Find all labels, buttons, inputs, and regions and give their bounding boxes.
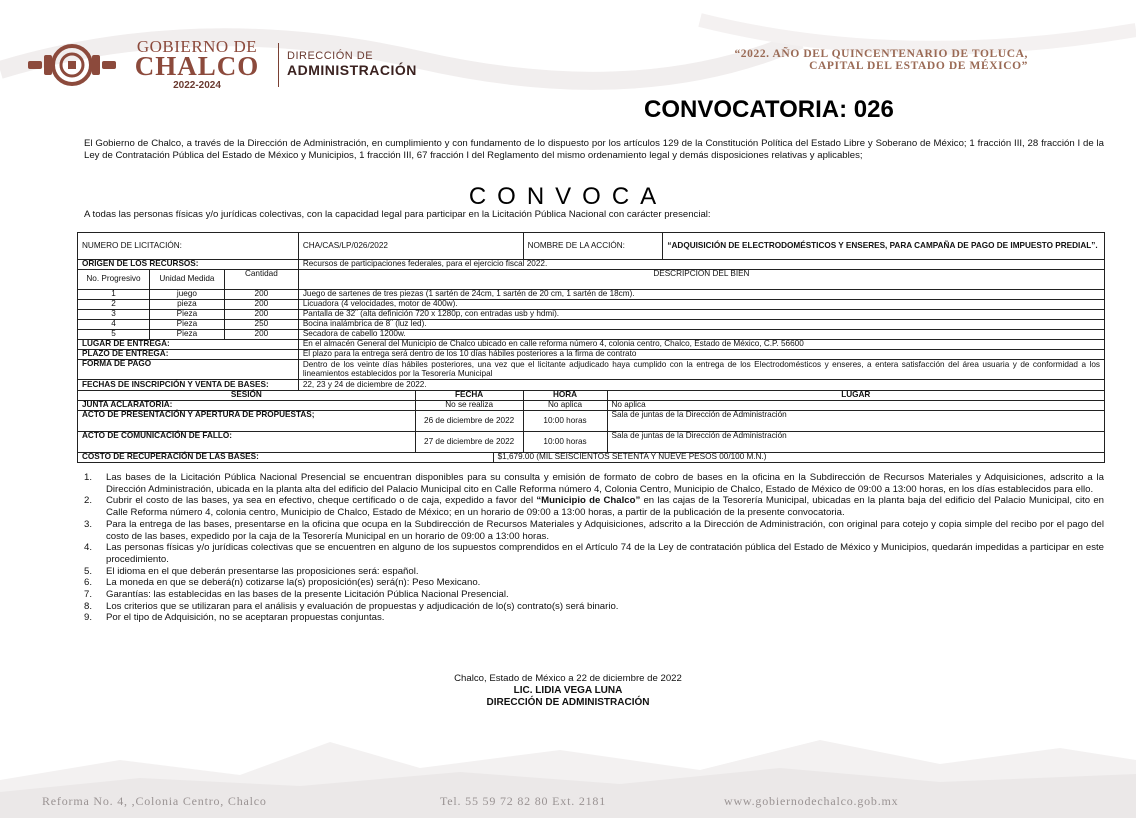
session-row: [78, 411, 1105, 432]
government-logo: [26, 38, 417, 91]
plazo-value: El plazo para la entrega será dentro de los 10 días hábiles posteriores a la firma de contrato: [298, 350, 1104, 360]
rule-number: 7.: [84, 589, 93, 601]
item-cantidad: 200: [224, 290, 298, 300]
session-header-row: [78, 391, 1105, 401]
footer-address: Reforma No. 4, ,Colonia Centro, Chalco: [42, 794, 267, 808]
item-unidad: pieza: [149, 300, 224, 310]
department-name: [287, 51, 417, 77]
list-item: [84, 612, 1104, 624]
signature-dept: DIRECCIÓN DE ADMINISTRACIÓN: [486, 696, 650, 708]
item-desc: Secadora de cabello 1200w.: [298, 330, 1104, 340]
list-item: [84, 495, 1104, 518]
gov-line1: GOBIERNO DE: [136, 37, 258, 56]
rule-text: La moneda en que se deberá(n) cotizarse la(s) proposición(es) será(n): Peso Mexicano.: [106, 577, 481, 589]
invite-paragraph: A todas las personas físicas y/o jurídicas colectivas, con la capacidad legal para participar en la Licitación Pública Nacional con carácter presencial:: [84, 209, 711, 220]
item-unidad: Pieza: [149, 310, 224, 320]
accion-value: “ADQUISICIÓN DE ELECTRODOMÉSTICOS Y ENSERES, PARA CAMPAÑA DE PAGO DE IMPUESTO PREDIAL”.: [663, 233, 1105, 260]
table-header-row: [78, 270, 1105, 290]
rule-number: 5.: [84, 565, 93, 577]
session-row: [78, 401, 1105, 411]
item-desc: Licuadora (4 velocidades, motor de 400w).: [298, 300, 1104, 310]
motto-line1: “2022. AÑO DEL QUINCENTENARIO DE TOLUCA,: [734, 48, 1028, 60]
rule-text: Las personas físicas y/o jurídicas colectivas que se encuentren en alguno de los supuestos comprendidos en el Artículo 74 de la Ley de contratación pública del Estado de México y Municipios, quedarán impedidas a participar en este procedimiento.: [106, 542, 1104, 565]
gov-line2: CHALCO: [134, 51, 260, 81]
rule-text-bold: “Municipio de Chalco”: [536, 495, 641, 507]
dir-line1: DIRECCIÓN DE: [287, 50, 374, 63]
session-hora: 10:00 horas: [523, 411, 607, 432]
signature-place-date: Chalco, Estado de México a 22 de diciembre de 2022: [454, 673, 682, 684]
session-lugar: No aplica: [607, 401, 1105, 411]
session-name: JUNTA ACLARATORIA:: [78, 401, 416, 411]
table-row: [78, 290, 1105, 300]
footer-website: www.gobiernodechalco.gob.mx: [724, 794, 899, 808]
item-unidad: juego: [149, 290, 224, 300]
rule-text-pre: Cubrir el costo de las bases, ya sea en efectivo, cheque certificado o de caja, expedido a favor del: [106, 495, 537, 507]
signature-block: [0, 673, 1136, 709]
table-row: [78, 350, 1105, 360]
rule-number: 9.: [84, 612, 93, 624]
rule-text: Garantías: las establecidas en las bases de la presente Licitación Pública Nacional Presencial.: [106, 589, 509, 601]
item-unidad: Pieza: [149, 320, 224, 330]
item-no: 4: [78, 320, 150, 330]
table-row: [78, 310, 1105, 320]
rule-text: [106, 495, 1104, 518]
list-item: [84, 542, 1104, 565]
table-row: [78, 330, 1105, 340]
list-item: [84, 601, 1104, 613]
item-desc: Pantalla de 32¨ (alta definición 720 x 1280p, con entradas usb y hdmi).: [298, 310, 1104, 320]
table-row: [78, 360, 1105, 380]
table-row: [78, 260, 1105, 270]
session-fecha: 27 de diciembre de 2022: [415, 432, 523, 453]
rule-number: 1.: [84, 472, 93, 483]
lugar-header: LUGAR: [607, 391, 1105, 401]
rule-text: Para la entrega de las bases, presentarse en la oficina que ocupa en la Subdirección de Recursos Materiales y Adquisiciones, adscrito a la Dirección de Administración, con original para cotejo y copia simple del recibo por el pago del costo de las bases, expedido por la caja de la Tesorería Municipal en un horario de 09:00 a 13:00 horas.: [106, 518, 1104, 542]
signature-name: LIC. LIDIA VEGA LUNA: [513, 684, 623, 696]
convoca-heading: CONVOCA: [468, 183, 668, 210]
list-item: [84, 589, 1104, 601]
rule-number: 4.: [84, 542, 93, 554]
item-desc: Juego de sartenes de tres piezas (1 sartén de 24cm, 1 sartén de 20 cm, 1 sartén de 18cm).: [298, 290, 1104, 300]
session-name: ACTO DE PRESENTACIÓN Y APERTURA DE PROPUESTAS;: [78, 411, 416, 432]
session-lugar: Sala de juntas de la Dirección de Administración: [607, 411, 1105, 432]
item-cantidad: 200: [224, 310, 298, 320]
table-row: [78, 300, 1105, 310]
logo-divider: [278, 43, 279, 87]
item-cantidad: 200: [224, 300, 298, 310]
intro-paragraph: El Gobierno de Chalco, a través de la Dirección de Administración, en cumplimiento y con fundamento de lo dispuesto por los artículos 129 de la Constitución Política del Estado Libre y Soberano de México; 1 fracción III, 28 fracción I de la Ley de Contratación Pública del Estado de México y Municipios, 1 fracción III, 67 fracción I del Reglamento del mismo ordenamiento legal y demás disposiciones relativas y aplicables;: [84, 138, 1104, 161]
rule-text-post: en las cajas de la Tesorería Municipal, ubicadas en la planta baja del edificio del Palacio Municipal, cito en Calle Reforma número 4, colonia centro, Municipio de Chalco, Estado de México; en un horario de 09:00 a 13:00 horas, a partir de la publicación de la presente convocatoria.: [106, 495, 1105, 519]
list-item: [84, 577, 1104, 589]
costo-value: $1,679.00 (MIL SEISCIENTOS SETENTA Y NUEVE PESOS 00/100 M.N.): [493, 453, 1104, 463]
pago-label: FORMA DE PAGO: [78, 360, 299, 380]
item-desc: Bocina inalámbrica de 8¨ (luz led).: [298, 320, 1104, 330]
rule-number: 3.: [84, 518, 93, 530]
lugar-value: En el almacén General del Municipio de Chalco ubicado en calle reforma número 4, colonia centro, Chalco, Estado de México, C.P. 56600: [298, 340, 1104, 350]
item-cantidad: 250: [224, 320, 298, 330]
hora-header: HORA: [523, 391, 607, 401]
page-title: CONVOCATORIA: 026: [644, 96, 894, 123]
origen-label: ORIGEN DE LOS RECURSOS:: [78, 260, 299, 270]
item-unidad: Pieza: [149, 330, 224, 340]
government-name: [122, 38, 272, 91]
rule-text: Las bases de la Licitación Pública Nacional Presencial se encuentran disponibles para su consulta y emisión de formato de cobro de bases en la oficina en la Subdirección de Recursos Materiales y Adquisiciones, adscrito a la Dirección Administración, ubicada en la planta alta del edificio del Palacio Municipal cito en Calle Reforma número 4, Colonia Centro, Municipio de Chalco, Estado de México de 09:00 a 13:00 horas, en los días establecidos para ello.: [106, 472, 1104, 495]
rule-number: 8.: [84, 600, 93, 612]
chalco-emblem-icon: [26, 43, 118, 87]
rule-number: 6.: [84, 577, 93, 589]
table-row: [78, 453, 1105, 463]
pago-value: Dentro de los veinte días hábiles posteriores, una vez que el licitante adjudicado haya cumplido con la entrega de los Electrodomésticos y enseres, a entera satisfacción del área usuaria y de conformidad a los lineamientos establecidos por la Tesorería Municipal: [298, 360, 1104, 380]
table-row: [78, 380, 1105, 391]
session-name: ACTO DE COMUNICACIÓN DE FALLO:: [78, 432, 416, 453]
rule-text: Por el tipo de Adquisición, no se aceptaran propuestas conjuntas.: [106, 612, 385, 624]
dir-line2: ADMINISTRACIÓN: [287, 61, 417, 78]
licitacion-label: NUMERO DE LICITACIÓN:: [78, 233, 299, 260]
col-desc-header: DESCRIPCION DEL BIEN: [298, 270, 1104, 290]
costo-label: COSTO DE RECUPERACIÓN DE LAS BASES:: [78, 453, 494, 463]
table-row: [78, 320, 1105, 330]
table-row: [78, 233, 1105, 260]
plazo-label: PLAZO DE ENTREGA:: [78, 350, 299, 360]
item-cantidad: 200: [224, 330, 298, 340]
rules-list: [84, 472, 1104, 624]
session-hora: No aplica: [523, 401, 607, 411]
motto-line2: CAPITAL DEL ESTADO DE MÉXICO”: [809, 60, 1028, 73]
accion-label: NOMBRE DE LA ACCIÓN:: [523, 233, 663, 260]
year-motto: [608, 48, 1028, 72]
footer-phone: Tel. 55 59 72 82 80 Ext. 2181: [440, 794, 607, 808]
session-fecha: No se realiza: [415, 401, 523, 411]
rule-number: 2.: [84, 495, 93, 507]
session-lugar: Sala de juntas de la Dirección de Administración: [607, 432, 1105, 453]
col-cantidad-header: Cantidad: [224, 270, 298, 290]
session-fecha: 26 de diciembre de 2022: [415, 411, 523, 432]
gov-years: 2022-2024: [173, 80, 221, 91]
item-no: 3: [78, 310, 150, 320]
licitacion-value: CHA/CAS/LP/026/2022: [298, 233, 523, 260]
fechas-value: 22, 23 y 24 de diciembre de 2022.: [298, 380, 1104, 391]
list-item: [84, 519, 1104, 542]
session-hora: 10:00 horas: [523, 432, 607, 453]
rule-text: El idioma en el que deberán presentarse las proposiciones será: español.: [106, 565, 419, 577]
sesion-header: SESIÓN: [78, 391, 416, 401]
item-no: 1: [78, 290, 150, 300]
fecha-header: FECHA: [415, 391, 523, 401]
tender-table: [77, 232, 1105, 463]
list-item: [84, 566, 1104, 578]
lugar-label: LUGAR DE ENTREGA:: [78, 340, 299, 350]
list-item: [84, 472, 1104, 495]
col-no-header: No. Progresivo: [78, 270, 150, 290]
item-no: 2: [78, 300, 150, 310]
col-unidad-header: Unidad Medida: [149, 270, 224, 290]
rule-text: Los criterios que se utilizaran para el análisis y evaluación de propuestas y adjudicación de lo(s) contrato(s) será binario.: [106, 600, 619, 612]
item-no: 5: [78, 330, 150, 340]
table-row: [78, 340, 1105, 350]
origen-value: Recursos de participaciones federales, para el ejercicio fiscal 2022.: [298, 260, 1104, 270]
fechas-label: FECHAS DE INSCRIPCIÓN Y VENTA DE BASES:: [78, 380, 299, 391]
session-row: [78, 432, 1105, 453]
